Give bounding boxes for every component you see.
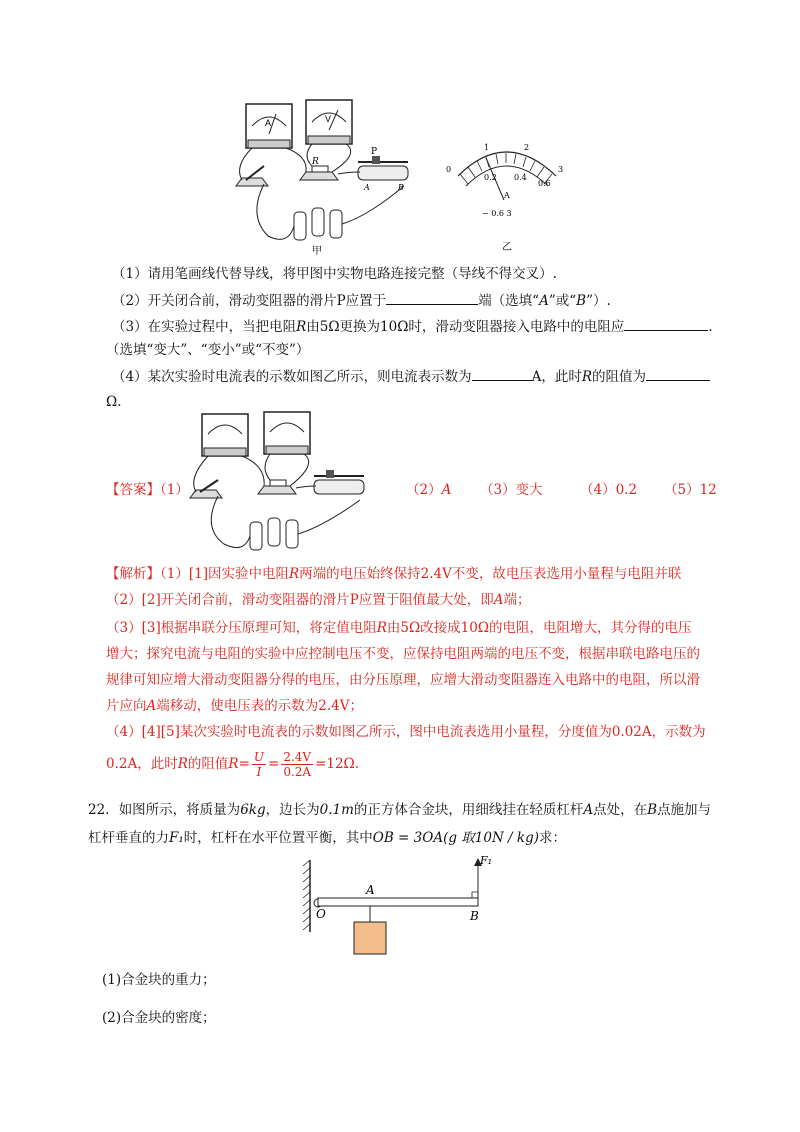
q4-blank-1[interactable]: [472, 366, 532, 381]
question-3-note: （选填“变大”、“变小”或“不变”）: [106, 342, 310, 358]
q22-l1-b: ，边长为: [265, 802, 320, 818]
q2-text-a: （2）开关闭合前，滑动变阻器的滑片P应置于: [112, 293, 387, 309]
q2-blank[interactable]: [386, 290, 478, 305]
rheostat: [358, 156, 408, 180]
answer-circuit-figure: [184, 408, 384, 558]
q22-sub-2-num: (2): [102, 1010, 122, 1026]
analysis-l8-a: 0.2A，此时: [106, 756, 178, 772]
analysis-l8-eq2: =: [268, 756, 280, 772]
question-2: [112, 290, 611, 311]
q2-option-b: B: [576, 293, 587, 309]
rheostat-p-label: P: [371, 147, 378, 157]
frac-num: 2.4V: [283, 750, 312, 764]
q3-text-c: .: [708, 319, 713, 335]
switch: [236, 166, 268, 186]
analysis-l2-a-point: A: [493, 592, 504, 608]
q22-point-b: B: [647, 802, 658, 818]
analysis-l8-b: 的阻值: [187, 756, 229, 772]
q2-option-a: A: [539, 293, 549, 309]
voltmeter-label: V: [325, 114, 332, 124]
frac-u: U: [253, 750, 264, 764]
analysis-l1-b: 两端的电压始终保持2.4V不变，故电压表选用小量程与电阻并联: [299, 566, 682, 582]
question-1: （1）请用笔画线代替导线，将甲图中实物电路连接完整（导线不得交叉）.: [112, 266, 557, 282]
lever-figure: [300, 854, 500, 958]
analysis-l3-r: R: [376, 620, 387, 636]
question-3: [112, 316, 713, 337]
ammeter-dial-yi: [444, 136, 574, 256]
q22-l1-e: 点施加与: [657, 802, 712, 818]
analysis-l6-a-point: A: [146, 698, 157, 714]
dial-top-3: 3: [558, 165, 564, 174]
answer-part-2-num: （2）: [406, 482, 442, 498]
q2-text-d: ”）.: [586, 293, 611, 309]
analysis-line-6: [106, 696, 363, 716]
analysis-line-4: 增大；探究电流与电阻的实验中应控制电压不变，应保持电阻两端的电压不变，根据串联电路电压的: [106, 646, 700, 662]
answer-part-1: （1）: [160, 482, 189, 498]
q22-point-a: A: [583, 802, 594, 818]
q22-line-1: [88, 800, 711, 820]
label-o: O: [316, 907, 326, 921]
analysis-line-2: [106, 590, 531, 610]
frac-i: I: [256, 765, 262, 779]
analysis-l6-a: 片应向: [106, 698, 147, 714]
analysis-l8-eq: =: [238, 756, 250, 772]
analysis-l6-b: 端移动，使电压表的示数为2.4V；: [156, 698, 363, 714]
analysis-l2-a: （2）[2]开关闭合前，滑动变阻器的滑片P应置于阻值最大处，即: [106, 592, 494, 608]
label-b: B: [470, 909, 479, 923]
battery: [294, 208, 342, 240]
q22-ratio: OB = 3OA: [372, 830, 444, 846]
q2-text-c: ”或“: [548, 293, 577, 309]
q22-l1-d: 点处，在: [593, 802, 648, 818]
dial-top-0: 0: [446, 165, 452, 174]
q3-text-b: 由5Ω更换为10Ω时，滑动变阻器接入电路中的电阻应: [306, 319, 625, 335]
q22-g: (g 取10N / kg): [443, 830, 539, 846]
label-yi: 乙: [502, 242, 512, 253]
q22-l1-a: 如图所示，将质量为: [118, 802, 241, 818]
fraction-u-over-i: [252, 750, 266, 779]
frac-den: 0.2A: [283, 765, 312, 779]
fraction-values: [281, 750, 313, 779]
q4-text-b: A，此时: [531, 369, 582, 385]
q22-l1-c: 的正方体合金块，用细线挂在轻质杠杆: [353, 802, 584, 818]
answer-part-5: （5）12: [664, 482, 717, 498]
analysis-line-7: （4）[4][5]某次实验时电流表的示数如图乙所示，图中电流表选用小量程，分度值为0.02A，示数为: [106, 724, 706, 740]
answer-part-2-val: A: [441, 482, 452, 498]
q22-l2-b: 时，杠杆在水平位置平衡，其中: [183, 830, 373, 846]
ammeter-label: A: [265, 118, 272, 128]
resistor-label: R: [312, 157, 319, 167]
label-a: A: [366, 883, 375, 897]
q22-mass: 6kg: [240, 802, 266, 818]
analysis-line-1: [106, 564, 681, 584]
q22-sub-1: [102, 970, 216, 990]
question-4: [112, 366, 710, 387]
rheostat-a-label: A: [364, 183, 370, 192]
q22-sub-1-text: 合金块的重力；: [121, 972, 216, 988]
answer-tag: 【答案】: [106, 482, 160, 498]
rheostat-b-label: B: [398, 183, 404, 192]
analysis-line-8: [106, 748, 359, 780]
answer-part-2: [406, 480, 451, 500]
analysis-line-5: 规律可知应增大滑动变阻器分得的电压，由分压原理，应增大滑动变阻器连入电路中的电阻，所以滑: [106, 672, 700, 688]
dial-terminals: − 0.6 3: [482, 209, 512, 218]
lever-bar: [318, 898, 478, 906]
question-4-unit: Ω.: [106, 394, 122, 410]
q22-l2-a: 杠杆垂直的力: [88, 830, 169, 846]
circuit-figure-jia: [228, 96, 428, 256]
q2-text-b: 端（选填“: [478, 293, 540, 309]
dial-top-2: 2: [524, 143, 530, 152]
q4-text-a: （4）某次实验时电流表的示数如图乙所示，则电流表示数为: [112, 369, 472, 385]
q3-blank[interactable]: [624, 316, 708, 331]
analysis-line-3: [106, 618, 692, 638]
analysis-l1-r: R: [288, 566, 300, 582]
answer-part-4: （4）0.2: [580, 482, 638, 498]
analysis-l2-b: 端；: [503, 592, 531, 608]
q22-sub-2: [102, 1008, 216, 1028]
dial-top-1: 1: [484, 143, 490, 152]
q22-force: F₁: [169, 830, 184, 846]
analysis-l1-a: （1）[1]因实验中电阻: [160, 566, 289, 582]
analysis-tag: 【解析】: [106, 566, 160, 582]
analysis-l3-b: 由5Ω改接成10Ω的电阻，电阻增大，其分得的电压: [386, 620, 692, 636]
analysis-l8-result: =12Ω.: [315, 756, 360, 772]
analysis-l8-r2: R: [228, 756, 239, 772]
q4-blank-2[interactable]: [646, 366, 710, 381]
label-jia: 甲: [312, 246, 322, 256]
q22-sub-2-text: 合金块的密度；: [121, 1010, 216, 1026]
dial-bottom-1: 0.2: [484, 173, 497, 182]
analysis-l8-r: R: [177, 756, 188, 772]
q22-side: 0.1m: [319, 802, 354, 818]
dial-bottom-2: 0.4: [514, 173, 527, 182]
label-f1: F₁: [480, 854, 493, 867]
q22-number: 22．: [88, 802, 119, 818]
wall: [303, 860, 310, 932]
dial-bottom-3: 0.6: [538, 179, 551, 188]
answer-part-3: （3）变大: [480, 482, 543, 498]
answer-label: [106, 480, 189, 500]
q4-r: R: [581, 369, 593, 385]
q3-text-a: （3）在实验过程中，当把电阻: [112, 319, 297, 335]
q3-r: R: [296, 319, 307, 335]
q22-l2-c: 求：: [539, 830, 566, 846]
q22-sub-1-num: (1): [102, 972, 122, 988]
q4-text-c: 的阻值为: [592, 369, 647, 385]
analysis-l3-a: （3）[3]根据串联分压原理可知，将定值电阻: [106, 620, 377, 636]
q22-line-2: [88, 828, 566, 848]
alloy-block: [354, 922, 386, 954]
dial-unit: A: [504, 191, 510, 200]
